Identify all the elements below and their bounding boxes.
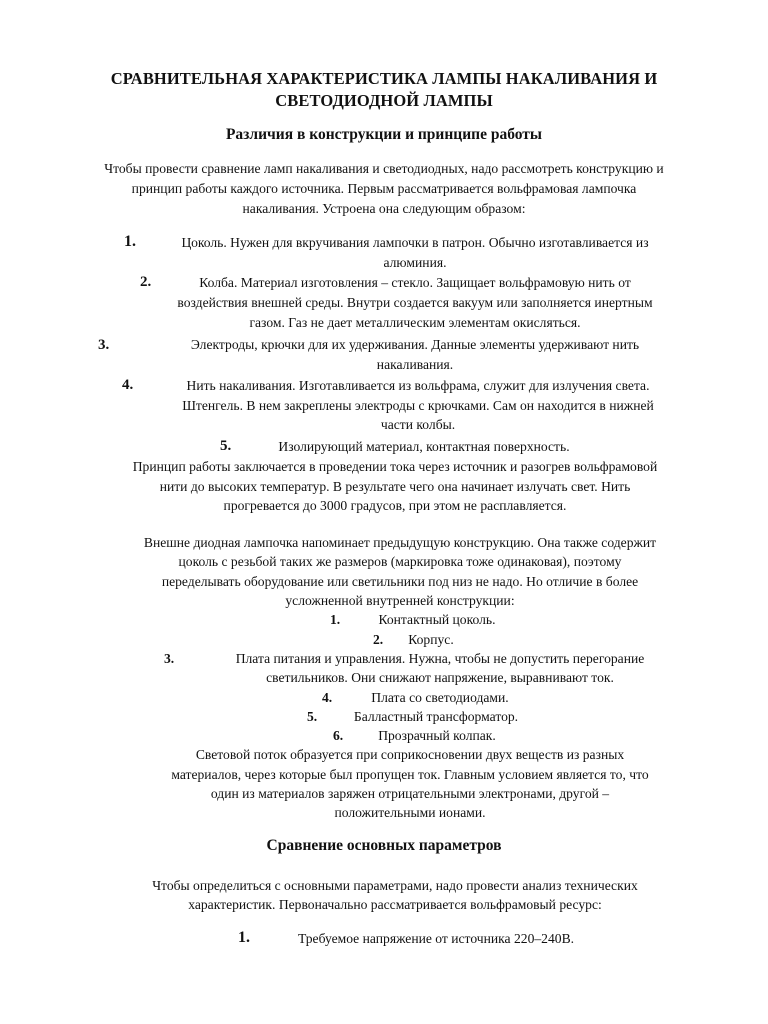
principle-line-3: прогревается до 3000 градусов, при этом не расплавляется. xyxy=(223,498,567,513)
led-intro-line-1: Внешне диодная лампочка напоминает предыдущую конструкцию. Она также содержит xyxy=(143,535,657,550)
led-principle-line-3: один из материалов заряжен отрицательными электронами, другой – xyxy=(210,786,610,801)
list-item-number: 3. xyxy=(98,337,110,353)
list-item-text: Прозрачный колпак. xyxy=(378,728,496,743)
led-intro-line-4: усложненной внутренней конструкции: xyxy=(285,593,515,608)
list-item-number: 6. xyxy=(333,728,344,743)
list-item-text: газом. Газ не дает металлическим элементам окисляться. xyxy=(249,315,581,330)
list-item-text: Балластный трансформатор. xyxy=(353,709,519,724)
intro-line-3: накаливания. Устроена она следующим образом: xyxy=(242,201,526,216)
list-item-text: Изолирующий материал, контактная поверхность. xyxy=(278,439,570,454)
list-item-number: 2. xyxy=(140,274,152,290)
document-title xyxy=(60,68,708,112)
list-item-number: 4. xyxy=(122,377,134,393)
list-item-text: Корпус. xyxy=(408,632,454,647)
list-item-text: Электроды, крючки для их удерживания. Данные элементы удерживают нить xyxy=(190,337,640,352)
section-heading-construction: Различия в конструкции и принципе работы xyxy=(225,126,543,143)
list-item-text: части колбы. xyxy=(380,417,456,432)
list-item-text: Плата со светодиодами. xyxy=(371,690,509,705)
intro-line-1: Чтобы провести сравнение ламп накаливания и светодиодных, надо рассмотреть конструкцию и xyxy=(104,161,664,176)
list-item-number: 3. xyxy=(164,651,175,666)
list-item-number: 5. xyxy=(307,709,318,724)
list-item-text: Колба. Материал изготовления – стекло. Защищает вольфрамовую нить от xyxy=(199,275,631,290)
title-line-2: СВЕТОДИОДНОЙ ЛАМПЫ xyxy=(275,91,493,110)
led-principle-line-4: положительными ионами. xyxy=(334,805,486,820)
list-item-number: 1. xyxy=(238,929,250,946)
list-item-number: 5. xyxy=(220,438,232,454)
list-item-text: Плата питания и управления. Нужна, чтобы не допустить перегорание xyxy=(235,651,645,666)
led-intro-line-3: переделывать оборудование или светильники под низ не надо. Но отличие в более xyxy=(161,574,639,589)
led-principle-line-2: материалов, через которые был пропущен ток. Главным условием является то, что xyxy=(171,767,649,782)
params-intro-line-1: Чтобы определиться с основными параметрами, надо провести анализ технических xyxy=(152,878,638,893)
list-item-text: алюминия. xyxy=(383,255,447,270)
list-item-number: 2. xyxy=(373,632,384,647)
led-principle-line-1: Световой поток образуется при соприкосновении двух веществ из разных xyxy=(195,747,625,762)
led-intro-line-2: цоколь с резьбой таких же размеров (маркировка тоже одинаковая), поэтому xyxy=(178,554,622,569)
list-item-text: воздействия внешней среды. Внутри создается вакуум или заполняется инертным xyxy=(177,295,653,310)
principle-line-1: Принцип работы заключается в проведении тока через источник и разогрев вольфрамовой xyxy=(132,459,658,474)
list-item-text: Контактный цоколь. xyxy=(378,612,496,627)
section-heading-parameters: Сравнение основных параметров xyxy=(266,837,502,854)
params-intro-line-2: характеристик. Первоначально рассматривается вольфрамовый ресурс: xyxy=(188,897,602,912)
list-item-text: Нить накаливания. Изготавливается из вольфрама, служит для излучения света. xyxy=(186,378,650,393)
list-item-text: Цоколь. Нужен для вкручивания лампочки в патрон. Обычно изготавливается из xyxy=(181,235,649,250)
list-item-text: Штенгель. В нем закреплены электроды с крючками. Сам он находится в нижней xyxy=(182,398,654,413)
list-item-number: 4. xyxy=(322,690,333,705)
principle-line-2: нити до высоких температур. В результате чего она начинает излучать свет. Нить xyxy=(159,479,631,494)
list-item-text: Требуемое напряжение от источника 220–240В. xyxy=(297,931,575,946)
title-line-1: СРАВНИТЕЛЬНАЯ ХАРАКТЕРИСТИКА ЛАМПЫ НАКАЛИВАНИЯ И xyxy=(110,69,658,88)
intro-line-2: принцип работы каждого источника. Первым рассматривается вольфрамовая лампочка xyxy=(131,181,637,196)
list-item-text: светильников. Они снижают напряжение, выравнивают ток. xyxy=(266,670,614,685)
list-item-number: 1. xyxy=(124,233,136,250)
list-item-number: 1. xyxy=(330,612,341,627)
list-item-text: накаливания. xyxy=(376,357,454,372)
